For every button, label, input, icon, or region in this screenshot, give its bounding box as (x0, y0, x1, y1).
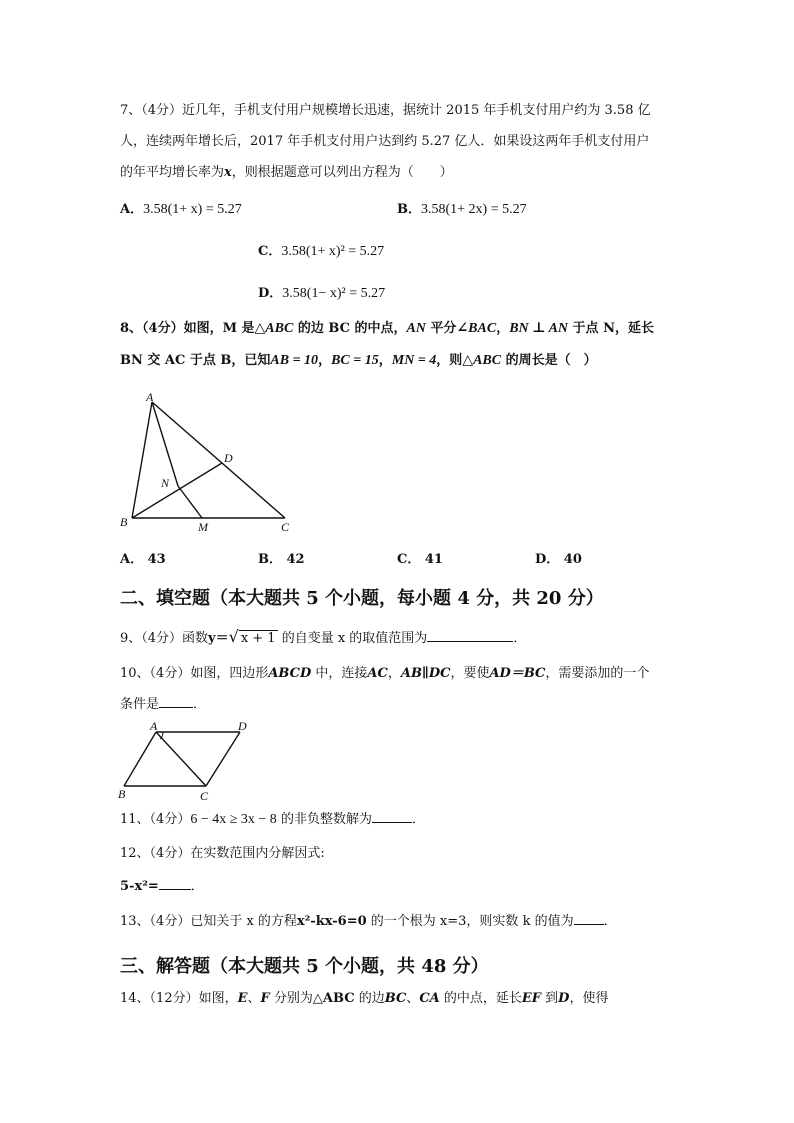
q8-option-c: C． 41 (397, 552, 443, 567)
label-a: A (146, 390, 154, 404)
label-b: B (118, 787, 126, 801)
sqrt-sign-icon: √ (228, 627, 239, 646)
q10-line1: 10、（4分）如图，四边形ABCD 中，连接AC，AB∥DC，要使AD＝BC，需要添加的一个 (120, 666, 650, 681)
q8-line2: BN 交 AC 于点 B，已知AB = 10，BC = 15，MN = 4，则△ABC 的周长是（ ） (120, 353, 597, 368)
q8-option-d: D． 40 (535, 552, 582, 567)
segment-bd (132, 463, 222, 518)
segment-nm (178, 486, 202, 518)
label-b: B (120, 515, 128, 529)
q10-line2: 条件是 ． (120, 697, 207, 712)
q7-option-a: A．3.58(1+ x) = 5.27 (120, 202, 242, 217)
q13-answer-blank (574, 912, 604, 925)
q10-quadrilateral-figure (112, 720, 262, 804)
q7-option-d: D．3.58(1− x)² = 5.27 (258, 286, 386, 301)
label-c: C (281, 520, 290, 534)
q11: 11、（4分）6 − 4x ≥ 3x − 8 的非负整数解为 ． (120, 812, 425, 827)
q13: 13、（4分）已知关于 x 的方程x²-kx-6=0 的一个根为 x=3，则实数 k 的值为 ． (120, 914, 617, 929)
q7-option-b: B．3.58(1+ 2x) = 5.27 (397, 202, 527, 217)
q12-answer-blank (159, 877, 191, 890)
q7-option-c: C．3.58(1+ x)² = 5.27 (258, 244, 385, 259)
q9-answer-blank (427, 629, 513, 642)
label-a: A (150, 720, 158, 733)
segment-ac (156, 732, 206, 786)
segment-an (152, 402, 178, 486)
section-2-heading: 二、填空题（本大题共 5 个小题，每小题 4 分，共 20 分） (120, 588, 604, 609)
angle-mark (160, 732, 163, 739)
segment-ac (152, 402, 285, 518)
label-c: C (200, 789, 209, 803)
q7-line2: 人，连续两年增长后，2017 年手机支付用户达到约 5.27 亿人．如果设这两年手机支付用户 (120, 134, 650, 149)
q12-line1: 12、（4分）在实数范围内分解因式: (120, 846, 325, 861)
segment-ba (124, 732, 156, 786)
q14: 14、（12分）如图，E、F 分别为△ABC 的边BC、CA 的中点，延长EF 到D，使得 (120, 991, 609, 1006)
q11-answer-blank (372, 810, 412, 823)
q10-answer-blank (159, 695, 193, 708)
q8-option-b: B． 42 (258, 552, 305, 567)
q9: 9、（4分）函数y＝√ x + 1 的自变量 x 的取值范围为 ． (120, 627, 527, 646)
label-m: M (198, 520, 208, 534)
section-3-heading: 三、解答题（本大题共 5 个小题，共 48 分） (120, 956, 489, 977)
label-n: N (161, 476, 170, 490)
q8-option-a: A． 43 (120, 552, 166, 567)
q7-line3: 的年平均增长率为x，则根据题意可以列出方程为（ ） (120, 165, 453, 180)
label-d: D (224, 451, 233, 465)
label-d: D (238, 720, 247, 733)
q8-triangle-figure (110, 388, 310, 538)
q12-line2: 5-x²= ． (120, 879, 204, 894)
q7-line1: 7、（4分）近几年，手机支付用户规模增长迅速，据统计 2015 年手机支付用户约为 3.58 亿 (120, 103, 651, 118)
q8-line1: 8、（4分）如图，M 是△ABC 的边 BC 的中点，AN 平分∠BAC，BN ⊥ AN 于点 N，延长 (120, 321, 654, 336)
segment-dc (206, 732, 240, 786)
segment-ab (132, 402, 152, 518)
